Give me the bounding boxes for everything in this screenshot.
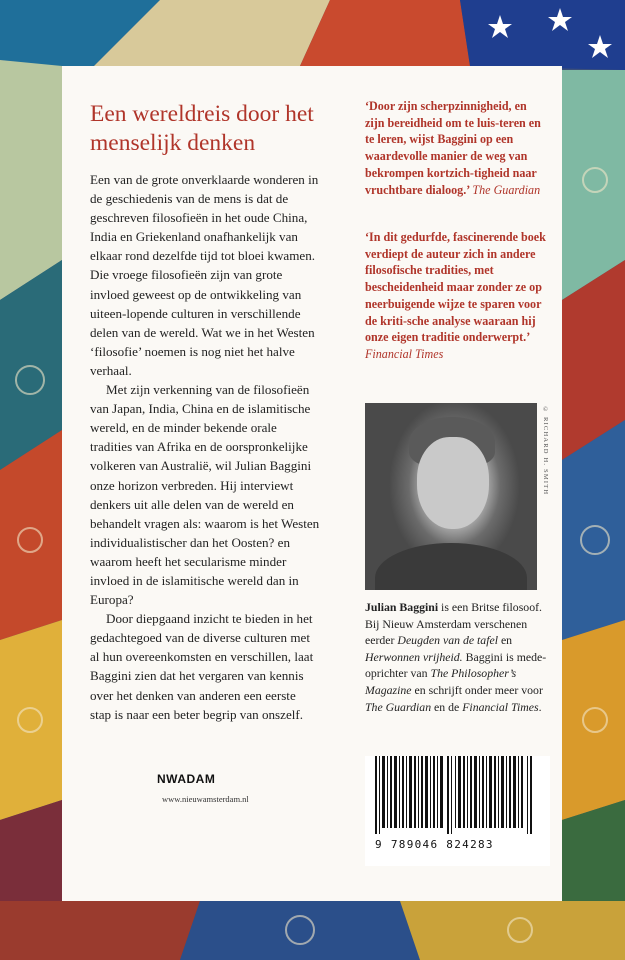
isbn-number: 9 789046 824283 xyxy=(375,838,494,851)
photo-face xyxy=(417,437,489,529)
quote-source: The Guardian xyxy=(472,182,541,197)
publisher-website[interactable]: www.nieuwamsterdam.nl xyxy=(162,794,249,804)
heading: Een wereldreis door het menselijk denken xyxy=(90,101,314,156)
barcode-bars xyxy=(375,756,535,834)
author-photo xyxy=(365,403,537,590)
quote-text: ‘In dit gedurfde, fascinerende boek verdiept de auteur zich in andere filosofische tradities, met bescheidenheid maar zonder ze op neerbuigende wijze te sparen voor de kriti-sche analyse waaraan hij onze eigen traditie onderwerpt.’ xyxy=(365,230,546,345)
blurb-paragraph-3: Door diepgaand inzicht te bieden in het gedachtegoed van de diverse culturen met al hun overeenkomsten en verschillen, laat Baggini zien dat het vergaren van kennis over het denken van anderen een eerste stap is naar een beter begrip van onszelf. xyxy=(90,611,314,722)
blurb xyxy=(90,170,320,724)
book-title: Herwonnen vrijheid. xyxy=(365,649,463,664)
review-quote-1 xyxy=(365,98,547,198)
photo-shirt xyxy=(375,543,527,590)
bio-text: en de xyxy=(431,699,463,714)
bio-text: en xyxy=(498,633,513,648)
back-cover-panel xyxy=(62,66,562,901)
book-title: Deugden van de tafel xyxy=(397,633,498,648)
publisher-logo: NWADAM xyxy=(157,772,216,786)
blurb-paragraph-2: Met zijn verkenning van de filosofieën van Japan, India, China en de islamitische wereld, en de minder bekende orale tradities van Afrika en de oorspronkelijke volkeren van Australië, wil Julian Baggini onze horizon verbreden. Hij interviewt denkers uit alle delen van de wereld en behandelt vragen als: waarom is het Westen individualistischer dan het Oosten? en waarom heeft het secularisme minder invloed in de islamitische wereld dan in Europa? xyxy=(90,382,320,608)
author-bio xyxy=(365,599,553,715)
blurb-paragraph-1: Een van de grote onverklaarde wonderen in de geschiedenis van de mens is dat de geschreven filosofieën in het oude China, India en Griekenland onafhankelijk van elkaar rond dezelfde tijd tot bloei kwamen. Die vroege filosofieën zijn van grote invloed geweest op de ontwikkeling van uiteen-lopende culturen in verschillende delen van de wereld. Wat we in het Westen ‘filosofie’ noemen is nog niet het halve verhaal. xyxy=(90,172,319,378)
bio-text: en schrijft onder meer voor xyxy=(411,682,543,697)
bio-text: Baggini is mede-oprichter van xyxy=(365,649,547,681)
newspaper-title: Financial Times xyxy=(462,699,539,714)
bio-text: . xyxy=(538,699,542,714)
photo-credit: © RICHARD H. SMITH xyxy=(542,406,549,496)
quote-text: ‘Door zijn scherpzinnigheid, en zijn bereidheid om te luis-teren en te leren, wijst Baggini op een waardevolle manier de weg van bekrompen kortzich-tigheid naar vruchtbare dialoog.’ xyxy=(365,99,541,197)
newspaper-title: The Guardian xyxy=(365,699,432,714)
author-name: Julian Baggini xyxy=(365,600,439,614)
magazine-title: The Philosopher’s Magazine xyxy=(365,666,517,697)
bio-text: is een Britse filosoof. Bij Nieuw Amsterdam verschenen eerder xyxy=(365,600,542,648)
isbn-barcode xyxy=(365,756,550,866)
quote-source: Financial Times xyxy=(365,346,444,361)
review-quote-2 xyxy=(365,229,547,363)
